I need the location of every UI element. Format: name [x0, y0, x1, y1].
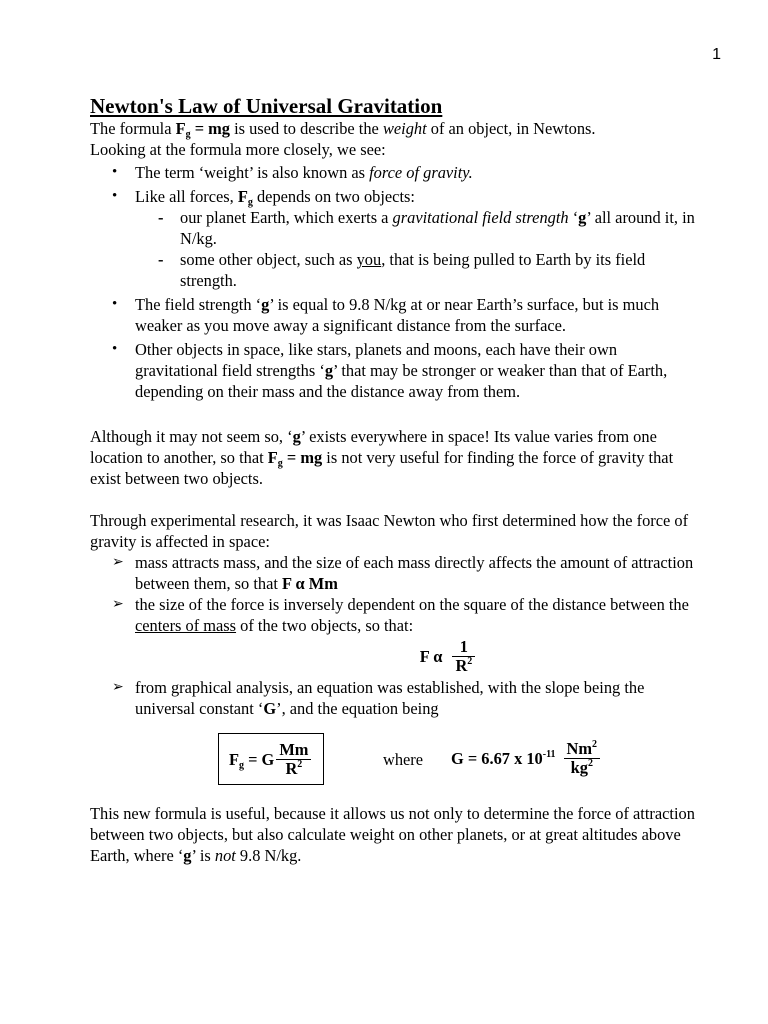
where-label: where	[383, 750, 424, 769]
paragraph-conclusion: This new formula is useful, because it allows us not only to determine the force of attraction between two objects, but also calculate weight on other planets, or at great altitudes above Earth, where ‘g’ is not 9.8 N/kg.	[90, 804, 695, 865]
arrow-bullet-icon: ➢	[112, 555, 124, 570]
bullet-item-field-strength: • The field strength ‘g’ is equal to 9.8 N/kg at or near Earth’s surface, but is much weaker as you move away a significant distance from the surface.	[90, 294, 700, 336]
dash-item-earth: - our planet Earth, which exerts a gravitational field strength ‘g’ all around it, in N/kg.	[158, 208, 695, 248]
formula-f-alpha-mm: F α Mm	[282, 574, 338, 593]
arrow-item-mass: ➢ mass attracts mass, and the size of each mass directly affects the amount of attraction between them, so that F α Mm	[112, 553, 694, 593]
arrow-bullet-icon: ➢	[112, 680, 124, 695]
arrow-list	[90, 552, 700, 719]
dash-item-other-object: - some other object, such as you, that is being pulled to Earth by its field strength.	[158, 250, 646, 290]
page-number: 1	[712, 46, 721, 63]
bullet-item-other-objects: • Other objects in space, like stars, planets and moons, each have their own gravitational field strengths ‘g’ that may be stronger or weaker than that of Earth, depending on their mass and the distance away from them.	[90, 339, 700, 402]
formula-fg-mg: $F_g$ = mg	[267, 448, 323, 469]
bullet-list	[90, 162, 700, 402]
bullet-item-weight: • The term ‘weight’ is also known as force of gravity.	[90, 162, 700, 183]
formula-fg-mg: $F_g$ = mg	[175, 119, 230, 140]
document-body	[90, 94, 700, 866]
arrow-bullet-icon: ➢	[112, 597, 124, 612]
arrow-item-graphical: ➢ from graphical analysis, an equation was established, with the slope being the universal constant ‘G’, and the equation being	[112, 678, 645, 718]
paragraph-newton-research: Through experimental research, it was Isaac Newton who first determined how the force of gravity is affected in space:	[90, 511, 689, 551]
universal-gravitation-formula	[90, 733, 700, 789]
intro-line-2: Looking at the formula more closely, we see:	[90, 140, 386, 159]
paragraph-g-everywhere: Although it may not seem so, ‘g’ exists everywhere in space! Its value varies from one location to another, so that $F_g$ = mg is not very useful for finding the force of gravity that exist between two objects.	[90, 427, 674, 488]
dash-list	[135, 207, 700, 291]
bullet-item-two-objects: • Like all forces, $F_g$ depends on two objects: - our planet Earth, which exerts a gravitational field strength ‘g’ all around it, in N/kg. - some other object, such as you, that is being pulled to Earth by its field strength.	[90, 186, 700, 291]
arrow-item-inverse-square: ➢ the size of the force is inversely dependent on the square of the distance between the centers of mass of the two objects, so that: F α $\frac{1}{R^2}$	[90, 594, 700, 675]
gravitational-constant: G = 6.67 x $10^{-11}$ $\frac{Nm^2}{kg^2}$	[451, 733, 600, 783]
intro-line-1: The formula $F_g$ = mg is used to describe the weight of an object, in Newtons.	[90, 119, 596, 140]
formula-box: $F_g = G$ $\frac{Mm}{R^2}$	[218, 733, 324, 785]
page-title: Newton's Law of Universal Gravitation	[90, 94, 443, 118]
formula-inverse-square: F α $\frac{1}{R^2}$	[135, 638, 700, 675]
